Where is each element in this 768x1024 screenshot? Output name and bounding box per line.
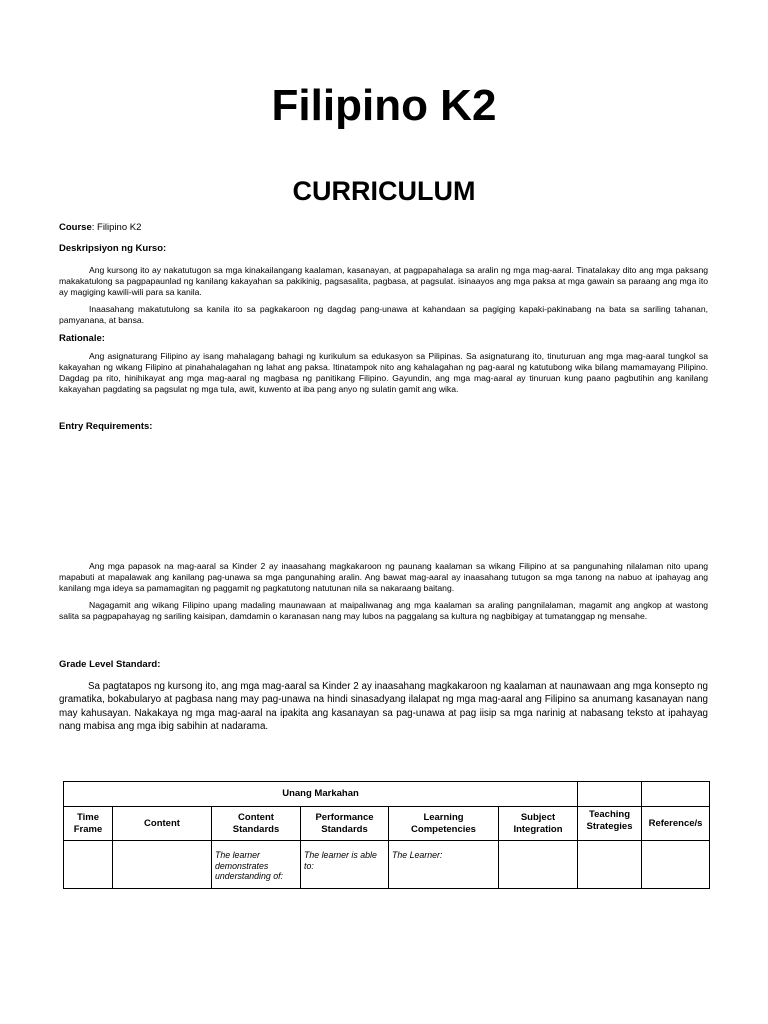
column-header-content-standards: Content Standards xyxy=(212,807,301,841)
cell-content xyxy=(113,841,212,889)
quarter-blank-cell-1 xyxy=(578,782,642,807)
course-label: Course xyxy=(59,222,92,233)
cell-teaching-strategies xyxy=(578,841,642,889)
cell-references xyxy=(642,841,710,889)
rationale-paragraph: Ang asignaturang Filipino ay isang mahalagang bahagi ng kurikulum sa edukasyon sa Pilipinas. Sa asignaturang ito, tinuturuan ang mga mag-aaral tungkol sa kakayahan ng wikang Filipino at pinahahalagahan ng lahat ang paksa. Itinatampok nito ang kahalagahan ng pag-aaral ng katutubong wika bilang mamamayang Pilipino. Dagdag pa rito, hinihikayat ang mga mag-aaral ng magbasa ng panitikang Filipino. Gayundin, ang mga mag-aaral ay tinuruan kung paano pagbutihin ang kanilang kakayahan pagdating sa pagsulat ng mga tula, awit, kuwento at iba pang anyo ng sulatin gamit ang wika. xyxy=(59,351,708,394)
document-title: Filipino K2 xyxy=(271,81,497,130)
column-header-performance-standards: Performance Standards xyxy=(301,807,389,841)
cell-content-standards: The learner demonstrates understanding of: xyxy=(212,841,301,889)
entry-paragraph-2: Nagagamit ang wikang Filipino upang madaling maunawaan at maipaliwanag ang mga kaalaman sa araling pangnilalaman, magamit ang angkop at wastong salita sa pagpapahayag ng sariling kaisipan, damdamin o karanasan nang may lubos na paggalang sa kultura ng nagbibigay at tumatanggap ng mensahe. xyxy=(59,600,708,621)
course-value: : Filipino K2 xyxy=(91,222,142,233)
column-header-time-frame: Time Frame xyxy=(64,807,113,841)
cell-subject-integration xyxy=(499,841,578,889)
entry-paragraph-1: Ang mga papasok na mag-aaral sa Kinder 2 ay inaasahang magkakaroon ng paunang kaalaman sa wikang Filipino at sa pangunahing nilalaman nito upang mapabuti at mapalawak ang kanilang pag-unawa sa mga pangunahing aralin. Ang bawat mag-aaral ay inaasahang tutugon sa mga tanong na nabuo at ipahayag ang kanilang mga ideya sa pamamagitan ng paggamit ng pagkatutong natutunan nila sa nakaraang baitang. xyxy=(59,561,708,593)
column-header-learning-competencies: Learning Competencies xyxy=(389,807,499,841)
quarter-blank-cell-2 xyxy=(642,782,710,807)
column-header-teaching-strategies: Teaching Strategies xyxy=(578,807,642,841)
column-header-references: Reference/s xyxy=(642,807,710,841)
rationale-heading: Rationale: xyxy=(59,333,105,344)
course-line xyxy=(59,222,141,234)
description-paragraph-2: Inaasahang makatutulong sa kanila ito sa pagkakaroon ng dagdag pang-unawa at kahandaan sa pagiging kapaki-pakinabang na bata sa sariling tahanan, pamyanana, at bansa. xyxy=(59,304,708,325)
cell-performance-standards: The learner is able to: xyxy=(301,841,389,889)
cell-learning-competencies: The Learner: xyxy=(389,841,499,889)
curriculum-table xyxy=(63,781,710,889)
cell-time-frame xyxy=(64,841,113,889)
document-subtitle: CURRICULUM xyxy=(292,176,476,206)
description-paragraph-1: Ang kursong ito ay nakatutugon sa mga kinakailangang kaalaman, kasanayan, at pagpapahalaga sa aralin ng mga mag-aaral. Tinatalakay dito ang mga paksang makakatulong sa pagpapaunlad ng kanilang kakayahan sa pakikinig, pagsasalita, pagbasa, at pagsulat. isinaayos ang mga paksa at mga gawain sa paraang ang mga ito ay magiging kawili-wili para sa kanila. xyxy=(59,265,708,297)
grade-level-paragraph: Sa pagtatapos ng kursong ito, ang mga mag-aaral sa Kinder 2 ay inaasahang magkakaroon ng kaalaman at naunawaan ang mga konsepto ng gramatika, bokabularyo at pagbasa nang may pag-unawa na hindi sinasadyang ilalapat ng mga mag-aaral ang Filipino sa anumang kasanayan nang may kahusayan. Nakakaya ng mga mag-aaral na ipakita ang kasanayan sa pag-unawa at pag iisip sa mga narinig at nabasang teksto at ipahayag nang mabisa ang mga ibig sabihin at nadarama. xyxy=(59,681,708,733)
description-heading: Deskripsiyon ng Kurso: xyxy=(59,243,167,254)
entry-requirements-heading: Entry Requirements: xyxy=(59,421,153,432)
column-header-subject-integration: Subject Integration xyxy=(499,807,578,841)
table-row xyxy=(64,841,710,889)
column-header-content: Content xyxy=(113,807,212,841)
grade-level-heading: Grade Level Standard: xyxy=(59,659,161,670)
quarter-title: Unang Markahan xyxy=(64,782,578,807)
